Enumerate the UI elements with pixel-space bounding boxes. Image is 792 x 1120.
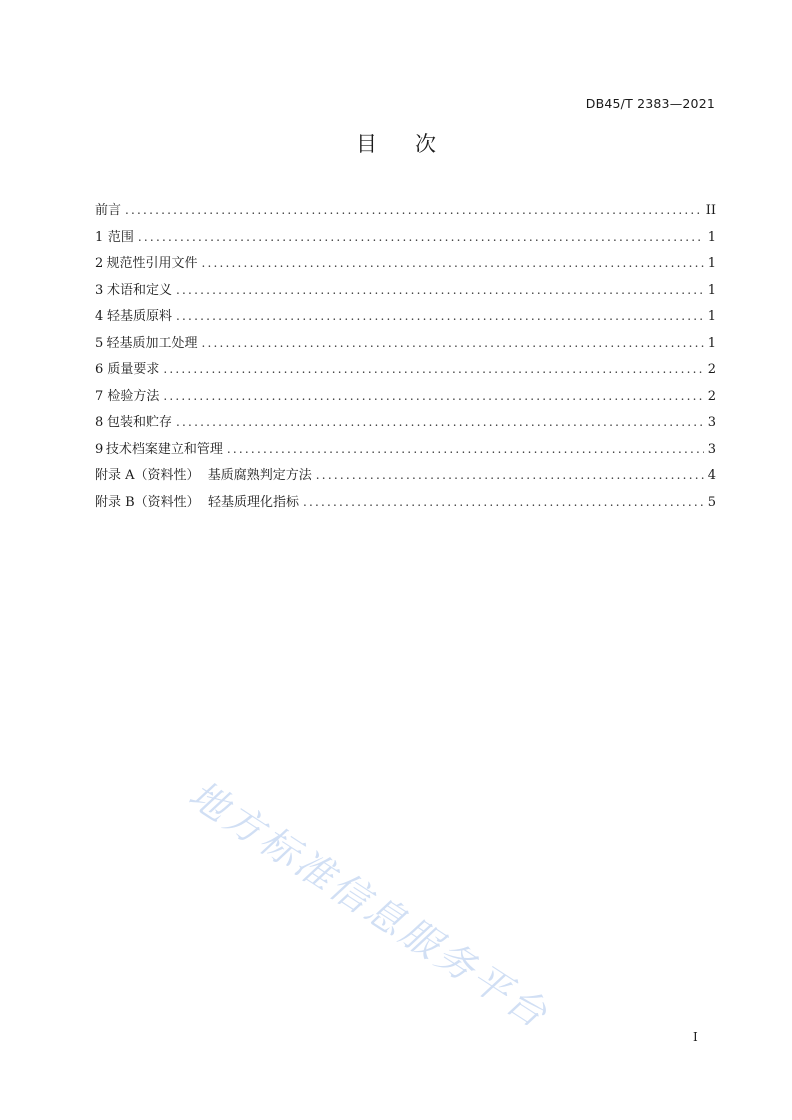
toc-number: 4: [95, 309, 104, 324]
toc-item[interactable]: [95, 197, 716, 224]
toc-page: 5: [707, 494, 716, 510]
toc-page: 3: [707, 441, 716, 457]
toc-item[interactable]: [95, 436, 716, 463]
table-of-contents: [95, 197, 716, 515]
toc-page: 2: [707, 362, 716, 377]
toc-label: 前言: [95, 203, 122, 218]
toc-leader: [201, 330, 703, 357]
toc-page: 1: [707, 229, 716, 245]
toc-leader: [201, 250, 703, 277]
toc-page: 1: [707, 309, 716, 324]
toc-number: 5: [95, 335, 104, 351]
watermark: 地方标准信息服务平台: [181, 771, 558, 1038]
toc-leader: [176, 277, 704, 304]
toc-page: 1: [707, 282, 716, 298]
toc-label: 轻基质加工处理: [106, 335, 198, 351]
toc-label: 附录 A（资料性） 基质腐熟判定方法: [95, 468, 312, 483]
toc-item[interactable]: [95, 250, 716, 277]
title-char-2: 次: [415, 132, 436, 156]
toc-page: II: [705, 203, 716, 218]
toc-leader: [163, 383, 703, 410]
page-title: [0, 128, 792, 158]
toc-label: 包装和贮存: [107, 415, 173, 430]
toc-item[interactable]: [95, 224, 716, 251]
toc-item[interactable]: [95, 330, 716, 357]
toc-page: 3: [707, 415, 716, 430]
toc-leader: [163, 356, 703, 383]
toc-leader: [316, 462, 704, 489]
toc-number: 2: [95, 256, 104, 271]
toc-item[interactable]: [95, 277, 716, 304]
toc-item[interactable]: [95, 409, 716, 436]
toc-number: 9: [95, 441, 104, 457]
toc-label: 轻基质原料: [107, 309, 173, 324]
toc-label: 质量要求: [107, 362, 160, 377]
toc-number: 3: [95, 282, 104, 298]
toc-leader: [125, 197, 702, 224]
toc-page: 1: [707, 335, 716, 351]
toc-number: 1: [95, 229, 104, 245]
toc-number: 8: [95, 415, 104, 430]
title-char-1: 目: [356, 132, 377, 156]
page-number: I: [693, 1030, 698, 1044]
toc-label: 范围: [107, 229, 134, 245]
toc-page: 4: [707, 468, 716, 483]
toc-label: 检验方法: [107, 388, 160, 404]
toc-label: 技术档案建立和管理: [105, 441, 223, 457]
toc-leader: [303, 489, 704, 516]
toc-item[interactable]: [95, 356, 716, 383]
toc-leader: [176, 303, 704, 330]
document-code: DB45/T 2383—2021: [585, 96, 715, 111]
toc-label: 规范性引用文件: [106, 256, 198, 271]
toc-item[interactable]: [95, 303, 716, 330]
toc-page: 2: [707, 388, 716, 404]
toc-leader: [227, 436, 704, 463]
toc-leader: [138, 224, 704, 251]
toc-label: 附录 B（资料性） 轻基质理化指标: [95, 494, 299, 510]
toc-label: 术语和定义: [107, 282, 173, 298]
toc-item[interactable]: [95, 462, 716, 489]
toc-leader: [176, 409, 704, 436]
toc-item[interactable]: [95, 489, 716, 516]
toc-page: 1: [707, 256, 716, 271]
toc-number: 6: [95, 362, 104, 377]
toc-number: 7: [95, 388, 104, 404]
toc-item[interactable]: [95, 383, 716, 410]
